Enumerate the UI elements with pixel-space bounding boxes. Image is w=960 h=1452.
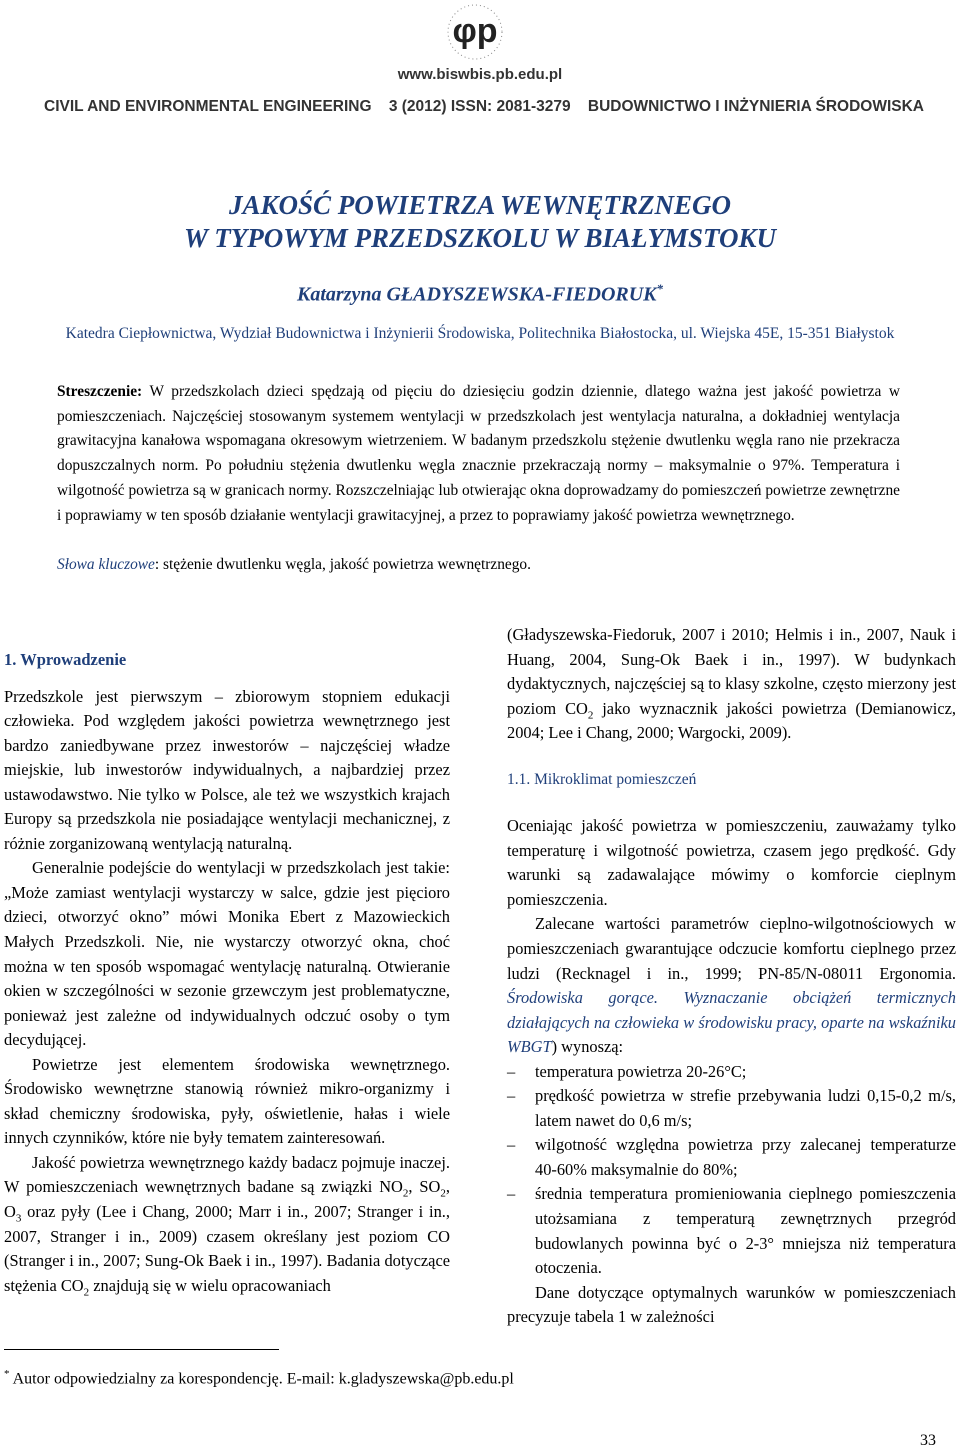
subsection-heading: 1.1. Mikroklimat pomieszczeń bbox=[507, 770, 697, 788]
paragraph bbox=[507, 623, 956, 746]
subscript: 2 bbox=[402, 1187, 409, 1200]
abstract-label: Streszczenie: bbox=[57, 383, 143, 400]
journal-website: www.biswbis.pb.edu.pl bbox=[397, 66, 563, 83]
footnote bbox=[4, 1368, 514, 1388]
footnote-mark: * bbox=[4, 1368, 10, 1380]
abstract-text: W przedszkolach dzieci spędzają od pięciu do dziesięciu godzin dziennie, dlatego ważna jest jakość powietrza w pomieszczeniach. Najczęściej stosowanym systemem wentylacji w przedszkolach jest wentylacja naturalna, a dokładniej wentylacja grawitacyjna kanałowa wspomagana okresowym wietrzeniem. W badanym przedszkolu stężenie dwutlenku węgla rano nie przekracza dopuszczalnych norm. Po południu stężenia dwutlenku węgla znacznie przekraczają normy – maksymalnie o 97%. Temperatura i wilgotność powietrza są w granicach normy. Rozszczelniając lub otwierając okna doprowadzamy do pomieszczeń powietrze zewnętrzne i poprawiamy w ten sposób działanie wentylacji grawitacyjnej, a przez to poprawiamy jakość powietrza wewnętrznego. bbox=[57, 383, 900, 524]
paragraph: Przedszkole jest pierwszym – zbiorowym stopniem edukacji człowieka. Pod względem jakości powietrza wewnętrznego jest bardzo zaniedbywane przez inwestorów – najczęściej władze miejskie, lub inwestorów indywidualnych, a najbardziej przez ustawodawstwo. Nie tylko w Polsce, ale też we wszystkich krajach Europy są przedszkola nie posiadające wentylacji mechanicznej, z różnie zorganizowaną wentylacją naturalną. bbox=[4, 686, 450, 853]
subscript: 2 bbox=[587, 708, 594, 721]
journal-logo bbox=[430, 2, 520, 62]
journal-issue: 3 (2012) ISSN: 2081-3279 bbox=[388, 98, 571, 115]
text-run: (Gładyszewska-Fiedoruk, 2007 i 2010; Helmis i in., 2007, Nauk i Huang, 2004, Sung-Ok Baek i in., 1997). W budynkach dydaktycznych, najczęściej są to klasy szkolne, często mierzony jest poziom CO bbox=[507, 625, 956, 718]
paragraph: Dane dotyczące optymalnych warunków w pomieszczeniach precyzuje tabela 1 w zależności bbox=[507, 1282, 956, 1327]
text-run: Zalecane wartości parametrów cieplno-wilgotnościowych w pomieszczeniach gwarantujące odczucie komfortu cieplnego przez ludzi (Recknagel i in., 1999; PN-85/N-08011 Ergonomia. bbox=[507, 914, 956, 983]
svg-text:φp: φp bbox=[452, 12, 498, 50]
journal-name-en: CIVIL AND ENVIRONMENTAL ENGINEERING bbox=[44, 98, 372, 115]
parameter-list bbox=[507, 1060, 956, 1281]
keywords-label: Słowa kluczowe bbox=[57, 556, 155, 573]
title-line-2: W TYPOWYM PRZEDSZKOLU W BIAŁYMSTOKU bbox=[183, 223, 777, 253]
text-run: ) wynoszą: bbox=[551, 1037, 624, 1057]
text-run: , SO bbox=[408, 1177, 441, 1197]
affiliation: Katedra Ciepłownictwa, Wydział Budownictwa i Inżynierii Środowiska, Politechnika Białostocka, ul. Wiejska 45E, 15-351 Białystok bbox=[65, 325, 895, 342]
italic-text: Środowiska gorące. Wyznaczanie obciążeń termicznych działających na człowieka w środowisku pracy, oparte na wskaźniku WBGT bbox=[507, 988, 956, 1057]
subscript: 2 bbox=[440, 1187, 446, 1200]
subscript: 2 bbox=[83, 1285, 90, 1298]
right-column bbox=[507, 623, 956, 1330]
footnote-text: Autor odpowiedzialny za korespondencję. E-mail: k.gladyszewska@pb.edu.pl bbox=[9, 1370, 514, 1388]
paragraph: Oceniając jakość powietrza w pomieszczeniu, zauważamy tylko temperaturę i wilgotność powietrza, czasem jego prędkość. Gdy warunki są zadawalające mówimy o komforcie cieplnym pomieszczenia. bbox=[507, 816, 956, 909]
text-run: oraz pyły (Lee i Chang, 2000; Marr i in., 2007; Stranger i in., 2007, Stranger i in., 2009) czasem określany jest poziom CO (Stranger i in., 2007; Sung-Ok Baek i in., 1997). Badania dotyczące stężenia CO bbox=[4, 1202, 450, 1295]
abstract bbox=[57, 380, 900, 528]
subscript: 3 bbox=[15, 1212, 22, 1225]
paragraph: Powietrze jest elementem środowiska wewnętrznego. Środowisko wewnętrzne stanowią również mikro-organizmy i skład chemiczny środowiska, pyły, oświetlenie, hałas i wiele innych czynników, które nie były tematem zainteresowań. bbox=[4, 1054, 450, 1148]
journal-bar bbox=[44, 98, 924, 116]
title-line-1: JAKOŚĆ POWIETRZA WEWNĘTRZNEGO bbox=[228, 190, 732, 220]
author-name: Katarzyna GŁADYSZEWSKA-FIEDORUK bbox=[296, 283, 657, 306]
keywords bbox=[57, 556, 900, 574]
paragraph bbox=[507, 912, 956, 1059]
left-column bbox=[4, 648, 450, 1298]
text-run: jako wyznacznik jakości powietrza (Demianowicz, 2004; Lee i Chang, 2000; Wargocki, 2009). bbox=[507, 698, 956, 743]
section-heading: 1. Wprowadzenie bbox=[4, 650, 127, 669]
author bbox=[0, 281, 960, 307]
paragraph: Generalnie podejście do wentylacji w przedszkolach jest takie: „Może zamiast wentylacji wystarczy w salce, gdzie jest pięcioro dzieci, otworzyć okno” mówi Monika Ebert z Mazowieckich Małych Przedszkoli. Nie, nie wystarczy otworzyć okna, choć można w ten sposób wspomagać wentylację naturalną. Otwieranie okien w szczególności w sezonie grzewczym jest problematyczne, ponieważ jest zależne od indywidualnych odczuć osoby o tym decydującej. bbox=[4, 858, 450, 1050]
text-run: , O bbox=[4, 1177, 450, 1222]
list-item: – średnia temperatura promieniowania cieplnego pomieszczenia utożsamiana z temperaturą zewnętrznych przegród budowlanych powinna być o 2-3° mniejsza niż temperatura otoczenia. bbox=[507, 1182, 956, 1280]
list-item: – wilgotność względna powietrza przy zalecanej temperaturze 40-60% maksymalnie do 80%; bbox=[507, 1133, 956, 1182]
paragraph bbox=[4, 1151, 450, 1298]
text-run: Jakość powietrza wewnętrznego każdy badacz pojmuje inaczej. W pomieszczeniach wewnętrznych badane są związki NO bbox=[4, 1152, 450, 1197]
journal-name-pl: BUDOWNICTWO I INŻYNIERIA ŚRODOWISKA bbox=[587, 98, 924, 115]
list-item: – prędkość powietrza w strefie przebywania ludzi 0,15-0,2 m/s, latem nawet do 0,6 m/s; bbox=[507, 1084, 956, 1133]
author-mark: * bbox=[656, 281, 664, 296]
text-run: znajdują się w wielu opracowaniach bbox=[89, 1275, 331, 1295]
keywords-text: : stężenie dwutlenku węgla, jakość powietrza wewnętrznego. bbox=[154, 556, 531, 573]
page-number: 33 bbox=[920, 1432, 936, 1449]
list-item: – temperatura powietrza 20-26°C; bbox=[507, 1060, 956, 1085]
footnote-separator bbox=[4, 1349, 279, 1350]
